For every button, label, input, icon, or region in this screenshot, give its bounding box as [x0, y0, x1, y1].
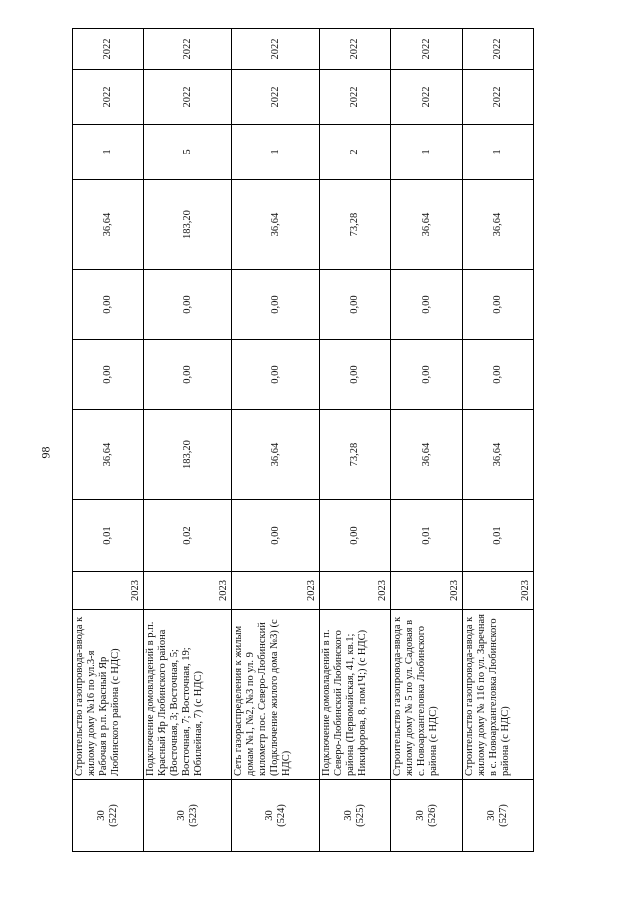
table-row	[320, 29, 391, 852]
value-cell-5: 36,64	[462, 180, 533, 270]
table-row	[73, 29, 144, 852]
value-cell-5: 36,64	[232, 180, 320, 270]
value-cell-8: 2022	[391, 29, 462, 70]
value-cell-6: 1	[391, 125, 462, 180]
rotated-table-wrapper	[72, 29, 534, 852]
value-cell-3: 0,00	[232, 340, 320, 410]
value-cell-1: 0,01	[73, 500, 144, 572]
value-cell-2: 73,28	[320, 410, 391, 500]
page-number: 98	[38, 446, 53, 459]
value-cell-6: 1	[232, 125, 320, 180]
year-cell: 2023	[73, 572, 144, 610]
row-number-cell: 30 (522)	[73, 780, 144, 852]
value-cell-7: 2022	[391, 70, 462, 125]
value-cell-2: 36,64	[232, 410, 320, 500]
value-cell-5: 73,28	[320, 180, 391, 270]
description-cell: Строительство газопровода-ввода к жилому дому № 5 по ул. Садовая в с. Новоархангеловка Любинского района (с НДС)	[391, 610, 462, 780]
value-cell-1: 0,00	[320, 500, 391, 572]
table-row	[462, 29, 533, 852]
value-cell-1: 0,00	[232, 500, 320, 572]
description-cell: Подключение домовладений в р.п. Красный Яр Любинского района (Восточная, 3; Восточная, 5; Восточная, 7; Восточная, 19; Юбилейная, 7) (с НДС)	[144, 610, 232, 780]
value-cell-4: 0,00	[144, 270, 232, 340]
year-cell: 2023	[462, 572, 533, 610]
table-body	[73, 29, 534, 852]
value-cell-8: 2022	[73, 29, 144, 70]
row-number-cell: 30 (527)	[462, 780, 533, 852]
value-cell-7: 2022	[232, 70, 320, 125]
description-cell: Сеть газораспределения к жилым домам №1, №2, №3 по ул. 9 километр пос. Северо-Любинский (Подключение жилого дома №3) (с НДС)	[232, 610, 320, 780]
value-cell-3: 0,00	[462, 340, 533, 410]
value-cell-4: 0,00	[320, 270, 391, 340]
value-cell-5: 36,64	[391, 180, 462, 270]
table-row	[391, 29, 462, 852]
value-cell-5: 36,64	[73, 180, 144, 270]
table-container	[72, 29, 534, 852]
value-cell-3: 0,00	[73, 340, 144, 410]
value-cell-7: 2022	[73, 70, 144, 125]
value-cell-7: 2022	[320, 70, 391, 125]
value-cell-8: 2022	[144, 29, 232, 70]
value-cell-4: 0,00	[462, 270, 533, 340]
value-cell-3: 0,00	[144, 340, 232, 410]
value-cell-7: 2022	[144, 70, 232, 125]
year-cell: 2023	[391, 572, 462, 610]
value-cell-1: 0,01	[391, 500, 462, 572]
value-cell-6: 1	[73, 125, 144, 180]
value-cell-6: 1	[462, 125, 533, 180]
value-cell-7: 2022	[462, 70, 533, 125]
value-cell-8: 2022	[320, 29, 391, 70]
year-cell: 2023	[320, 572, 391, 610]
value-cell-4: 0,00	[391, 270, 462, 340]
value-cell-2: 36,64	[462, 410, 533, 500]
value-cell-2: 36,64	[73, 410, 144, 500]
description-cell: Подключение домовладений в п. Северо-Любинский Любинского района (Первомайская, 41, кв.1; Никифорова, 8, пом1Ч;) (с НДС)	[320, 610, 391, 780]
row-number-cell: 30 (524)	[232, 780, 320, 852]
value-cell-3: 0,00	[391, 340, 462, 410]
value-cell-1: 0,01	[462, 500, 533, 572]
value-cell-5: 183,20	[144, 180, 232, 270]
year-cell: 2023	[232, 572, 320, 610]
value-cell-8: 2022	[232, 29, 320, 70]
table-row	[144, 29, 232, 852]
value-cell-2: 36,64	[391, 410, 462, 500]
row-number-cell: 30 (523)	[144, 780, 232, 852]
value-cell-4: 0,00	[232, 270, 320, 340]
value-cell-3: 0,00	[320, 340, 391, 410]
description-cell: Строительство газопровода-ввода к жилому дому №16 по ул.3-я Рабочая в р.п. Красный Яр Любинского района (с НДС)	[73, 610, 144, 780]
table-row	[232, 29, 320, 852]
row-number-cell: 30 (525)	[320, 780, 391, 852]
value-cell-4: 0,00	[73, 270, 144, 340]
value-cell-1: 0,02	[144, 500, 232, 572]
value-cell-6: 2	[320, 125, 391, 180]
year-cell: 2023	[144, 572, 232, 610]
value-cell-2: 183,20	[144, 410, 232, 500]
value-cell-8: 2022	[462, 29, 533, 70]
row-number-cell: 30 (526)	[391, 780, 462, 852]
description-cell: Строительство газопровода-ввода к жилому дому № 116 по ул. Заречная в с. Новоархангеловка Любинского района (с НДС)	[462, 610, 533, 780]
data-table	[72, 28, 534, 852]
value-cell-6: 5	[144, 125, 232, 180]
